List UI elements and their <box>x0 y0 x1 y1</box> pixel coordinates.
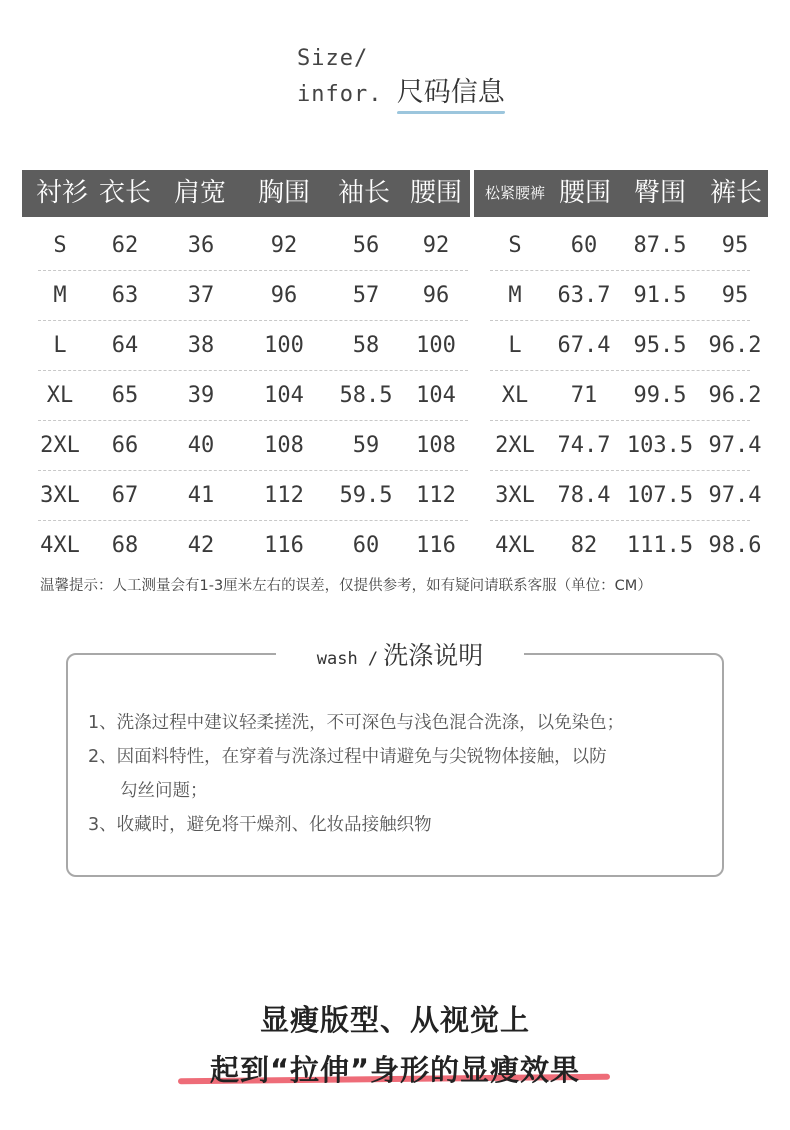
shirt-length: 65 <box>111 383 139 408</box>
pants-hip: 95.5 <box>633 333 687 358</box>
shirt-size: S <box>53 233 67 258</box>
shirt-length: 66 <box>111 433 139 458</box>
slogan-line-2: 起到“拉伸”身形的显瘦效果 <box>209 1053 581 1087</box>
pants-waist: 82 <box>570 533 598 558</box>
pants-length: 96.2 <box>708 333 762 358</box>
pants-table-header <box>474 170 768 217</box>
pants-waist: 78.4 <box>557 483 611 508</box>
shirt-header-cell: 衬衫 <box>35 178 88 208</box>
shirt-size: 4XL <box>40 533 80 558</box>
wash-line: 3、收藏时，避免将干燥剂、化妆品接触织物 <box>88 815 432 835</box>
table-row <box>0 221 790 271</box>
pants-size: 4XL <box>495 533 535 558</box>
table-row <box>0 421 790 471</box>
shirt-length: 64 <box>111 333 139 358</box>
shirt-shoulder: 38 <box>187 333 215 358</box>
wash-title-en: wash / <box>316 649 379 669</box>
pants-size: 2XL <box>495 433 535 458</box>
shirt-size: M <box>53 283 67 308</box>
shirt-chest: 108 <box>264 433 304 458</box>
shirt-waist: 116 <box>416 533 456 558</box>
pants-waist: 60 <box>570 233 598 258</box>
shirt-sleeve: 60 <box>352 533 380 558</box>
table-row <box>0 371 790 421</box>
pants-length: 95 <box>721 283 749 308</box>
shirt-sleeve: 58.5 <box>339 383 393 408</box>
pants-length: 97.4 <box>708 433 762 458</box>
pants-header-cell: 裤长 <box>709 178 762 208</box>
pants-length: 95 <box>721 233 749 258</box>
shirt-shoulder: 41 <box>187 483 215 508</box>
table-row <box>0 321 790 371</box>
wash-title <box>276 636 524 676</box>
wash-line: 1、洗涤过程中建议轻柔搓洗，不可深色与浅色混合洗涤，以免染色； <box>88 713 625 733</box>
shirt-header-cell: 衣长 <box>98 178 151 208</box>
shirt-shoulder: 39 <box>187 383 215 408</box>
pants-hip: 87.5 <box>633 233 687 258</box>
pants-size: XL <box>501 383 529 408</box>
shirt-shoulder: 36 <box>187 233 215 258</box>
pants-size: L <box>508 333 522 358</box>
shirt-length: 63 <box>111 283 139 308</box>
shirt-shoulder: 37 <box>187 283 215 308</box>
shirt-length: 67 <box>111 483 139 508</box>
shirt-chest: 104 <box>264 383 304 408</box>
shirt-shoulder: 40 <box>187 433 215 458</box>
shirt-length: 62 <box>111 233 139 258</box>
shirt-sleeve: 58 <box>352 333 380 358</box>
shirt-size: 2XL <box>40 433 80 458</box>
measurement-note: 温馨提示：人工测量会有1-3厘米左右的误差，仅提供参考，如有疑问请联系客服（单位：CM） <box>40 578 652 594</box>
pants-size: 3XL <box>495 483 535 508</box>
shirt-waist: 108 <box>416 433 456 458</box>
shirt-waist: 104 <box>416 383 456 408</box>
infor-label: infor. <box>297 82 383 107</box>
pants-waist: 74.7 <box>557 433 611 458</box>
shirt-chest: 96 <box>270 283 298 308</box>
shirt-size: L <box>53 333 67 358</box>
table-row <box>0 521 790 571</box>
shirt-sleeve: 56 <box>352 233 380 258</box>
shirt-waist: 96 <box>422 283 450 308</box>
pants-hip: 103.5 <box>626 433 694 458</box>
shirt-header-cell: 袖长 <box>337 178 390 208</box>
pants-length: 97.4 <box>708 483 762 508</box>
pants-hip: 111.5 <box>626 533 694 558</box>
shirt-header-cell: 胸围 <box>257 178 310 208</box>
wash-line: 勾丝问题； <box>120 781 208 801</box>
slogan-line-1: 显瘦版型、从视觉上 <box>259 1003 530 1037</box>
pants-hip: 107.5 <box>626 483 694 508</box>
pants-length: 96.2 <box>708 383 762 408</box>
size-label: Size/ <box>297 46 369 71</box>
table-row <box>0 271 790 321</box>
shirt-chest: 92 <box>270 233 298 258</box>
pants-header-cell: 臀围 <box>633 178 686 208</box>
shirt-table-header <box>22 170 470 217</box>
pants-size: S <box>508 233 522 258</box>
pants-size: M <box>508 283 522 308</box>
shirt-sleeve: 59.5 <box>339 483 393 508</box>
pants-waist: 63.7 <box>557 283 611 308</box>
shirt-chest: 112 <box>264 483 304 508</box>
shirt-header-cell: 腰围 <box>409 178 462 208</box>
pants-waist: 67.4 <box>557 333 611 358</box>
shirt-length: 68 <box>111 533 139 558</box>
pants-length: 98.6 <box>708 533 762 558</box>
size-info-title-cn: 尺码信息 <box>396 77 505 108</box>
shirt-sleeve: 57 <box>352 283 380 308</box>
shirt-chest: 100 <box>264 333 304 358</box>
shirt-sleeve: 59 <box>352 433 380 458</box>
wash-title-cn: 洗涤说明 <box>383 641 484 670</box>
shirt-waist: 100 <box>416 333 456 358</box>
pants-waist: 71 <box>570 383 598 408</box>
shirt-size: 3XL <box>40 483 80 508</box>
size-info-title <box>297 42 505 112</box>
shirt-size: XL <box>46 383 74 408</box>
table-row <box>0 471 790 521</box>
pants-header-cell: 松紧腰裤 <box>484 184 545 202</box>
shirt-waist: 92 <box>422 233 450 258</box>
shirt-waist: 112 <box>416 483 456 508</box>
wash-line: 2、因面料特性，在穿着与洗涤过程中请避免与尖锐物体接触，以防 <box>88 747 607 767</box>
shirt-chest: 116 <box>264 533 304 558</box>
shirt-header-cell: 肩宽 <box>173 178 226 208</box>
pants-hip: 99.5 <box>633 383 687 408</box>
pants-header-cell: 腰围 <box>558 178 611 208</box>
pants-hip: 91.5 <box>633 283 687 308</box>
shirt-shoulder: 42 <box>187 533 215 558</box>
